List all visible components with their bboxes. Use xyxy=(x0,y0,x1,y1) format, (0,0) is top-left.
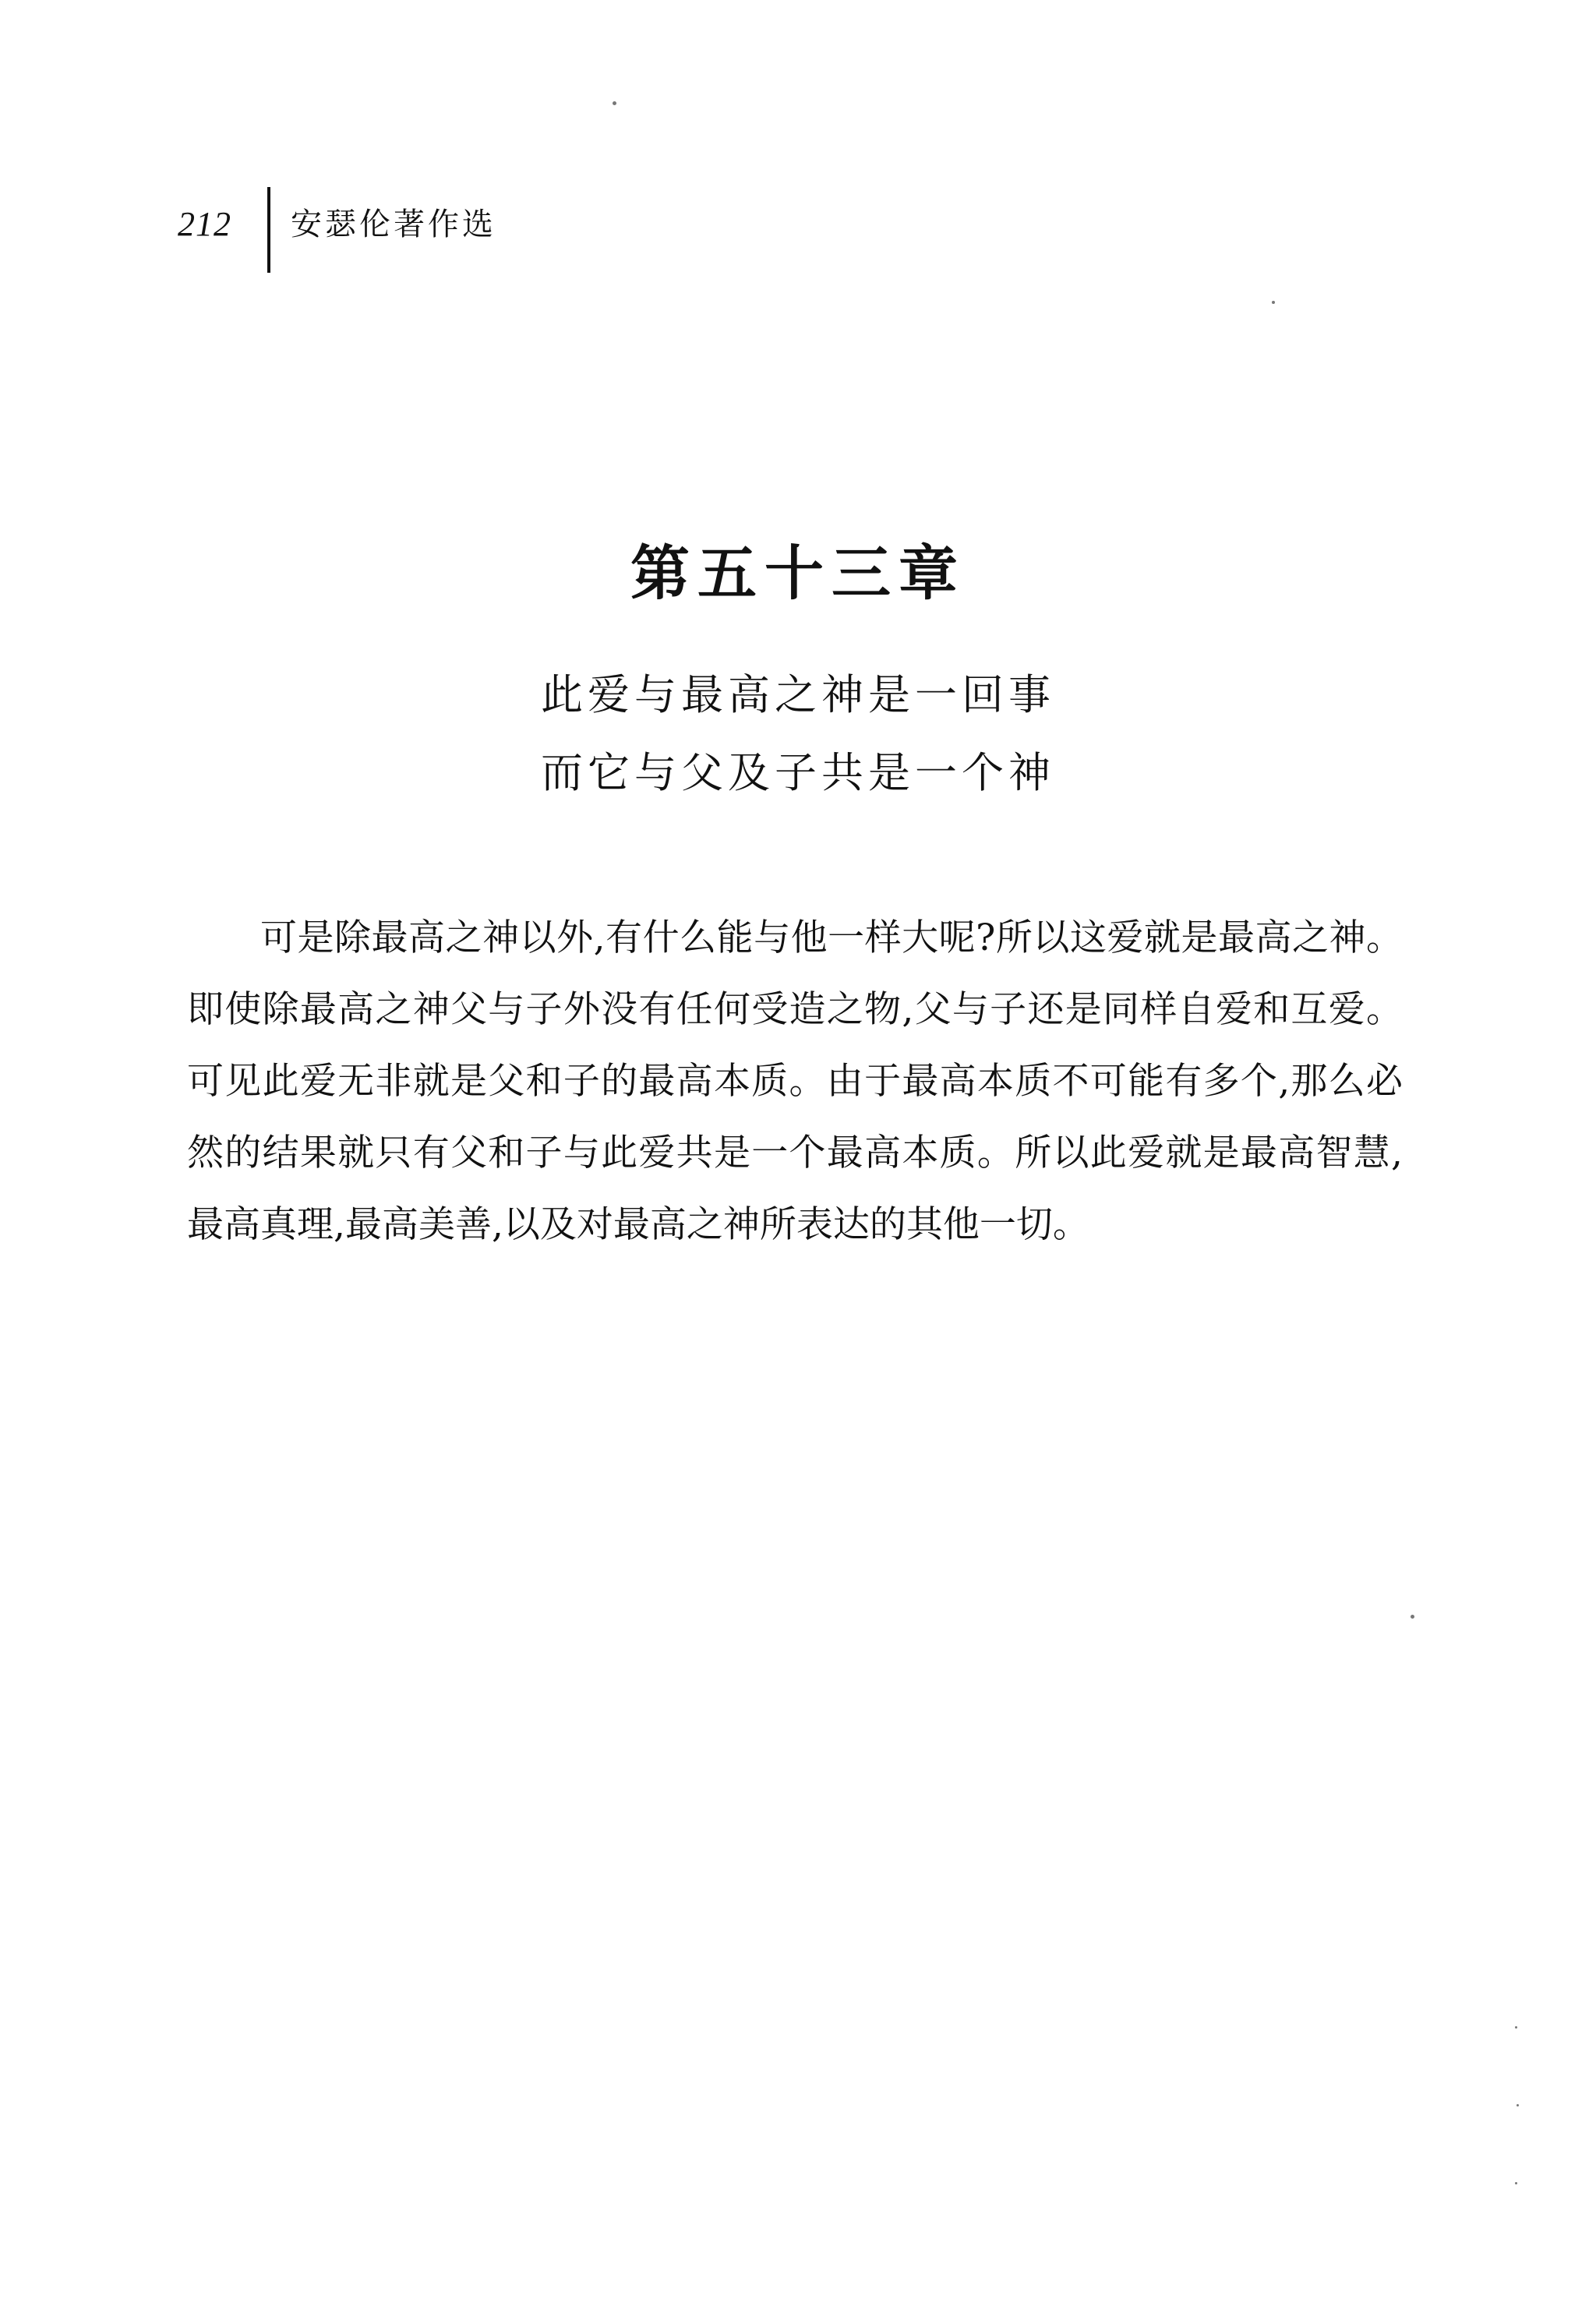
scan-speck xyxy=(1515,2182,1517,2184)
chapter-title: 第五十三章 xyxy=(630,539,966,608)
body-paragraph: 可是除最高之神以外,有什么能与他一样大呢?所以这爱就是最高之神。即使除最高之神父与子外没有任何受造之物,父与子还是同样自爱和互爱。可见此爱无非就是父和子的最高本质。由于最高本质不可能有多个,那么必然的结果就只有父和子与此爱共是一个最高本质。所以此爱就是最高智慧,最高真理,最高美善,以及对最高之神所表达的其他一切。 xyxy=(187,916,1403,1246)
book-title: 安瑟伦著作选 xyxy=(291,207,496,242)
scan-speck xyxy=(1515,2026,1517,2029)
scan-speck xyxy=(1517,2104,1519,2106)
page-number: 212 xyxy=(178,205,231,243)
scan-speck xyxy=(613,101,616,105)
chapter-subtitle-line-2: 而它与父及子共是一个神 xyxy=(541,748,1055,797)
scan-speck xyxy=(1411,1615,1414,1619)
chapter-subtitle-line-1: 此爱与最高之神是一回事 xyxy=(541,670,1055,719)
scan-speck xyxy=(1272,301,1275,304)
header-divider xyxy=(267,187,270,273)
